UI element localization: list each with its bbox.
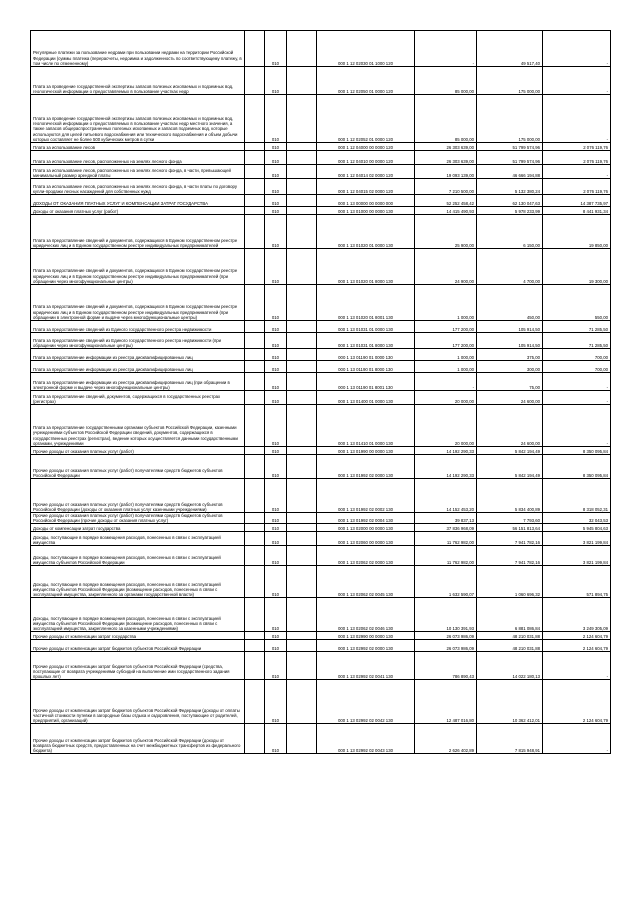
row-budget-code: 000 1 13 01020 01 8001 130	[317, 285, 415, 321]
row-budget-code: 000 1 13 01031 01 0000 130	[317, 321, 415, 333]
row-name: Прочие доходы от компенсации затрат государства	[31, 632, 245, 640]
row-name: ДОХОДЫ ОТ ОКАЗАНИЯ ПЛАТНЫХ УСЛУГ И КОМПЕНСАЦИИ ЗАТРАТ ГОСУДАРСТВА	[31, 195, 245, 207]
row-value-approved: 14 192 290,33	[415, 455, 477, 479]
row-name: Плата за предоставление государственными органами субъектов Российской Федерации, казенными учреждениями субъектов Российской Федерации сведений, документов, содержащихся в государственных реестрах (регистрах), ведение которых осуществляется данными государственными органами, учреждениями	[31, 405, 245, 447]
row-gap	[287, 724, 317, 754]
row-budget-code: 000 1 13 01990 00 0000 130	[317, 447, 415, 455]
row-line-code: 010	[265, 546, 287, 566]
row-name: Плата за предоставление информации из реестра дисквалифицированных лиц	[31, 349, 245, 361]
row-value-approved: 14 152 453,20	[415, 479, 477, 513]
row-line-code: 010	[265, 640, 287, 652]
row-gap	[287, 321, 317, 333]
row-value-executed: 5 978 233,99	[477, 207, 543, 215]
row-value-approved: 10 130 391,93	[415, 598, 477, 632]
row-line-code: 010	[265, 165, 287, 179]
table-row	[31, 215, 611, 249]
row-line-code: 010	[265, 447, 287, 455]
row-gap	[245, 513, 265, 524]
row-gap	[245, 391, 265, 405]
row-line-code: 010	[265, 632, 287, 640]
table-row	[31, 179, 611, 195]
row-budget-code: 000 1 13 02992 02 0043 130	[317, 724, 415, 754]
row-budget-code: 000 1 13 01190 01 8001 130	[317, 373, 415, 391]
row-value-executed: 75,00	[477, 373, 543, 391]
row-gap	[245, 479, 265, 513]
row-value-unexecuted: -	[543, 373, 611, 391]
table-row	[31, 165, 611, 179]
table-row	[31, 724, 611, 754]
row-gap	[245, 95, 265, 143]
row-line-code: 010	[265, 151, 287, 165]
row-line-code: 010	[265, 724, 287, 754]
row-gap	[287, 143, 317, 151]
row-value-approved: 786 890,43	[415, 652, 477, 680]
row-value-executed: 7 941 782,16	[477, 532, 543, 546]
row-gap	[287, 405, 317, 447]
row-name: Плата за проведение государственной экспертизы запасов полезных ископаемых и подземных вод, геологической информации о предоставляемых в пользование участках недр	[31, 67, 245, 95]
row-budget-code: 000 1 13 02992 02 0042 130	[317, 680, 415, 724]
row-value-approved: 25 900,00	[415, 215, 477, 249]
row-gap	[245, 532, 265, 546]
row-gap	[287, 361, 317, 373]
row-gap	[245, 640, 265, 652]
row-gap	[245, 546, 265, 566]
row-line-code: 010	[265, 455, 287, 479]
row-value-approved: 39 837,13	[415, 513, 477, 524]
table-row	[31, 640, 611, 652]
row-value-approved: 26 303 639,00	[415, 151, 477, 165]
table-row	[31, 321, 611, 333]
row-value-unexecuted: 8 318 052,31	[543, 479, 611, 513]
row-value-unexecuted: -	[543, 391, 611, 405]
row-value-approved: 2 626 402,89	[415, 724, 477, 754]
row-value-approved: 11 762 982,00	[415, 532, 477, 546]
row-value-approved: 37 836 968,09	[415, 524, 477, 532]
row-gap	[245, 165, 265, 179]
row-line-code: 010	[265, 532, 287, 546]
row-gap	[287, 165, 317, 179]
row-value-approved: 1 000,00	[415, 349, 477, 361]
row-line-code: 010	[265, 143, 287, 151]
row-value-unexecuted: -	[543, 165, 611, 179]
row-line-code: 010	[265, 652, 287, 680]
row-value-executed: 51 799 574,96	[477, 143, 543, 151]
table-row	[31, 195, 611, 207]
revenue-report-table	[30, 30, 611, 754]
row-value-approved: 14 192 290,33	[415, 447, 477, 455]
row-value-unexecuted: 19 300,00	[543, 249, 611, 285]
row-gap	[245, 349, 265, 361]
row-value-approved: 20 000,00	[415, 391, 477, 405]
row-value-executed: 105 914,50	[477, 333, 543, 349]
row-budget-code: 000 1 13 01992 02 0004 130	[317, 513, 415, 524]
row-value-approved: -	[415, 31, 477, 67]
row-value-unexecuted: 2 076 119,76	[543, 179, 611, 195]
row-gap	[245, 598, 265, 632]
row-line-code: 010	[265, 361, 287, 373]
row-value-approved: 20 000,00	[415, 405, 477, 447]
row-gap	[245, 67, 265, 95]
table-row	[31, 349, 611, 361]
row-line-code: 010	[265, 524, 287, 532]
row-gap	[287, 373, 317, 391]
row-name: Плата за предоставление сведений из Единого государственного реестра недвижимости (при обращении через многофункциональные центры)	[31, 333, 245, 349]
row-value-executed: 48 210 031,88	[477, 640, 543, 652]
table-row	[31, 207, 611, 215]
row-gap	[287, 447, 317, 455]
table-row	[31, 652, 611, 680]
row-budget-code: 000 1 13 01000 00 0000 130	[317, 207, 415, 215]
row-line-code: 010	[265, 479, 287, 513]
row-gap	[245, 179, 265, 195]
row-value-unexecuted: 5 945 804,63	[543, 524, 611, 532]
table-row	[31, 566, 611, 598]
row-name: Плата за предоставление информации из реестра дисквалифицированных лиц (при обращении в электронной форме и выдаче через многофункциональные центры)	[31, 373, 245, 391]
row-gap	[245, 151, 265, 165]
table-row	[31, 632, 611, 640]
row-gap	[287, 249, 317, 285]
table-row	[31, 447, 611, 455]
row-gap	[287, 640, 317, 652]
row-value-executed: 375,00	[477, 349, 543, 361]
row-value-approved: 19 093 139,00	[415, 165, 477, 179]
row-value-approved: 12 487 016,80	[415, 680, 477, 724]
row-gap	[287, 285, 317, 321]
row-name: Прочие доходы от оказания платных услуг (работ)	[31, 447, 245, 455]
row-value-approved: 24 900,00	[415, 249, 477, 285]
row-value-approved: 85 000,00	[415, 95, 477, 143]
row-gap	[245, 447, 265, 455]
row-value-executed: 105 914,50	[477, 321, 543, 333]
row-gap	[287, 151, 317, 165]
row-gap	[245, 373, 265, 391]
row-value-unexecuted: 700,00	[543, 349, 611, 361]
row-value-approved: 1 000,00	[415, 361, 477, 373]
row-value-executed: 5 834 400,89	[477, 479, 543, 513]
row-budget-code: 000 1 13 01190 01 8000 130	[317, 361, 415, 373]
row-gap	[245, 361, 265, 373]
row-name: Прочие доходы от компенсации затрат бюджетов субъектов Российской Федерации	[31, 640, 245, 652]
row-line-code: 010	[265, 566, 287, 598]
row-value-executed: 6 150,00	[477, 215, 543, 249]
row-value-unexecuted: 8 350 095,84	[543, 455, 611, 479]
row-gap	[245, 566, 265, 598]
row-budget-code: 000 1 12 04014 02 0000 120	[317, 165, 415, 179]
table-row	[31, 67, 611, 95]
row-gap	[245, 207, 265, 215]
row-name: Прочие доходы от компенсации затрат бюджетов субъектов Российской Федерации (средства, поступающие от возврата учреждениями субсидий на выполнение ими государственного задания прошлых лет)	[31, 652, 245, 680]
row-value-unexecuted: 71 285,50	[543, 321, 611, 333]
row-gap	[245, 405, 265, 447]
row-line-code: 010	[265, 179, 287, 195]
row-gap	[245, 321, 265, 333]
row-value-executed: 7 815 948,91	[477, 724, 543, 754]
row-gap	[245, 249, 265, 285]
row-budget-code: 000 1 13 02990 00 0000 130	[317, 632, 415, 640]
row-value-approved: 85 000,00	[415, 67, 477, 95]
row-value-approved: 7 210 500,00	[415, 179, 477, 195]
table-row	[31, 95, 611, 143]
row-value-unexecuted: -	[543, 724, 611, 754]
row-value-approved: 14 415 490,93	[415, 207, 477, 215]
row-name: Плата за предоставление сведений и документов, содержащихся в Едином государственном реестре юридических лиц и в Едином государственном реестре индивидуальных предпринимателей (при обращении в электронной форме и выдаче через многофункциональные центры)	[31, 285, 245, 321]
row-budget-code: 000 1 13 01031 01 8000 130	[317, 333, 415, 349]
row-value-approved: -	[415, 373, 477, 391]
row-value-approved: 26 073 986,09	[415, 640, 477, 652]
row-value-executed: 175 000,00	[477, 67, 543, 95]
row-name: Регулярные платежи за пользование недрами при пользовании недрами на территории Российской Федерации (суммы платежа (перерасчеты, недоимка и задолженность по соответствующему платежу, в том числе по отмененному)	[31, 31, 245, 67]
row-value-unexecuted: 8 441 931,34	[543, 207, 611, 215]
row-name: Плата за использование лесов	[31, 143, 245, 151]
row-name: Плата за использование лесов, расположенных на землях лесного фонда, в части платы по договору купли-продажи лесных насаждений для собственных нужд	[31, 179, 245, 195]
row-value-approved: 177 200,00	[415, 333, 477, 349]
row-line-code: 010	[265, 598, 287, 632]
row-budget-code: 000 1 13 02062 02 0046 130	[317, 598, 415, 632]
row-budget-code: 000 1 13 01190 01 0000 130	[317, 349, 415, 361]
row-budget-code: 000 1 13 02062 02 0000 130	[317, 546, 415, 566]
row-gap	[287, 67, 317, 95]
row-value-unexecuted: 3 821 199,84	[543, 546, 611, 566]
row-value-approved: 26 303 639,00	[415, 143, 477, 151]
row-gap	[245, 143, 265, 151]
table-row	[31, 285, 611, 321]
row-budget-code: 000 1 12 04015 02 0000 120	[317, 179, 415, 195]
row-name: Прочие доходы от оказания платных услуг (работ) получателями средств бюджетов субъектов Российской Федерации (доходы от оказания платных услуг казенными учреждениями)	[31, 479, 245, 513]
row-gap	[287, 680, 317, 724]
row-name: Прочие доходы от оказания платных услуг (работ) получателями средств бюджетов субъектов Российской Федерации (прочие доходы от оказания платных услуг)	[31, 513, 245, 524]
table-row	[31, 405, 611, 447]
row-gap	[287, 31, 317, 67]
table-row	[31, 249, 611, 285]
table-row	[31, 333, 611, 349]
row-value-executed: 10 362 412,01	[477, 680, 543, 724]
row-name: Доходы, поступающие в порядке возмещения расходов, понесенных в связи с эксплуатацией имущества субъектов Российской Федерации	[31, 546, 245, 566]
row-value-unexecuted: 8 350 095,84	[543, 447, 611, 455]
row-name: Доходы, поступающие в порядке возмещения расходов, понесенных в связи с эксплуатацией имущества	[31, 532, 245, 546]
row-value-unexecuted: 71 285,50	[543, 333, 611, 349]
row-budget-code: 000 1 13 01992 02 0000 130	[317, 455, 415, 479]
row-name: Плата за предоставление информации из реестра дисквалифицированных лиц	[31, 361, 245, 373]
row-value-executed: 7 793,60	[477, 513, 543, 524]
row-gap	[287, 632, 317, 640]
row-value-executed: 51 799 574,96	[477, 151, 543, 165]
row-budget-code: 000 1 13 00000 00 0000 000	[317, 195, 415, 207]
row-line-code: 010	[265, 405, 287, 447]
row-budget-code: 000 1 13 02992 02 0000 130	[317, 640, 415, 652]
row-value-executed: 1 060 696,32	[477, 566, 543, 598]
row-value-executed: 5 842 194,49	[477, 447, 543, 455]
row-value-unexecuted: 550,00	[543, 285, 611, 321]
table-row	[31, 391, 611, 405]
row-gap	[245, 455, 265, 479]
row-line-code: 010	[265, 513, 287, 524]
row-gap	[287, 532, 317, 546]
row-value-executed: 14 022 180,13	[477, 652, 543, 680]
row-value-executed: 300,00	[477, 361, 543, 373]
row-value-executed: 5 132 380,24	[477, 179, 543, 195]
row-gap	[245, 724, 265, 754]
row-value-unexecuted: 571 894,75	[543, 566, 611, 598]
row-line-code: 010	[265, 349, 287, 361]
row-value-executed: 5 842 194,49	[477, 455, 543, 479]
row-value-executed: 48 210 031,88	[477, 632, 543, 640]
row-line-code: 010	[265, 67, 287, 95]
row-budget-code: 000 1 13 02992 02 0041 130	[317, 652, 415, 680]
row-gap	[287, 524, 317, 532]
row-line-code: 010	[265, 31, 287, 67]
row-gap	[287, 566, 317, 598]
row-gap	[287, 479, 317, 513]
row-budget-code: 000 1 13 02062 02 0045 130	[317, 566, 415, 598]
table-row	[31, 532, 611, 546]
table-row	[31, 680, 611, 724]
row-budget-code: 000 1 13 01020 01 8000 130	[317, 249, 415, 285]
row-name: Доходы от оказания платных услуг (работ)	[31, 207, 245, 215]
row-gap	[287, 391, 317, 405]
table-row	[31, 479, 611, 513]
row-line-code: 010	[265, 249, 287, 285]
table-row	[31, 524, 611, 532]
row-value-executed: 56 151 813,64	[477, 524, 543, 532]
row-name: Плата за предоставление сведений из Единого государственного реестра недвижимости	[31, 321, 245, 333]
table-row	[31, 151, 611, 165]
row-budget-code: 000 1 13 01400 01 0000 130	[317, 391, 415, 405]
row-value-approved: 11 762 982,00	[415, 546, 477, 566]
row-name: Прочие доходы от компенсации затрат бюджетов субъектов Российской Федерации (доходы от возврата бюджетных средств, предоставленных на счет межбюджетных трансфертов из федерального бюджета)	[31, 724, 245, 754]
row-name: Плата за предоставление сведений и документов, содержащихся в Едином государственном реестре юридических лиц и в Едином государственном реестре индивидуальных предпринимателей	[31, 215, 245, 249]
row-budget-code: 000 1 12 02030 01 1000 120	[317, 31, 415, 67]
table-row	[31, 546, 611, 566]
row-value-executed: 7 941 782,16	[477, 546, 543, 566]
row-value-unexecuted: -	[543, 652, 611, 680]
row-value-executed: 62 130 047,63	[477, 195, 543, 207]
row-line-code: 010	[265, 215, 287, 249]
row-name: Плата за использование лесов, расположенных на землях лесного фонда	[31, 151, 245, 165]
row-value-unexecuted: 2 124 604,79	[543, 632, 611, 640]
row-value-executed: 49 517,40	[477, 31, 543, 67]
row-value-unexecuted: -	[543, 31, 611, 67]
row-gap	[245, 285, 265, 321]
row-name: Плата за проведение государственной экспертизы запасов полезных ископаемых и подземных вод, геологической информации о предоставляемых в пользование участках недр местного значения, а также запасов общераспространенных полезных ископаемых и запасов подземных вод, которые используются для целей питьевого водоснабжения или технического водоснабжения и объем добычи которых составляет не более 500 кубических метров в сутки	[31, 95, 245, 143]
row-line-code: 010	[265, 195, 287, 207]
row-name: Доходы, поступающие в порядке возмещения расходов, понесенных в связи с эксплуатацией имущества субъектов Российской Федерации (возмещение расходов, понесенных в связи с эксплуатацией имущества, закрепленного за казенными учреждениями)	[31, 598, 245, 632]
row-gap	[287, 455, 317, 479]
row-name: Прочие доходы от компенсации затрат бюджетов субъектов Российской Федерации (доходы от оплаты частичной стоимости путевки в загородные базы отдыха и оздоровления, поступающие от родителей, предприятий, организаций)	[31, 680, 245, 724]
row-value-unexecuted: 3 249 305,09	[543, 598, 611, 632]
row-value-unexecuted: 2 076 119,76	[543, 143, 611, 151]
row-gap	[245, 333, 265, 349]
table-row	[31, 361, 611, 373]
row-value-unexecuted: 19 850,00	[543, 215, 611, 249]
row-value-executed: 175 000,00	[477, 95, 543, 143]
row-budget-code: 000 1 12 04000 00 0000 120	[317, 143, 415, 151]
row-budget-code: 000 1 13 02000 00 0000 130	[317, 524, 415, 532]
row-line-code: 010	[265, 333, 287, 349]
row-value-executed: 6 881 086,84	[477, 598, 543, 632]
row-name: Плата за предоставление сведений и документов, содержащихся в Едином государственном реестре юридических лиц и в Едином государственном реестре индивидуальных предпринимателей (при обращении через многофункциональные центры)	[31, 249, 245, 285]
row-budget-code: 000 1 13 01020 01 0000 130	[317, 215, 415, 249]
row-value-executed: 46 666 194,88	[477, 165, 543, 179]
row-name: Прочие доходы от оказания платных услуг (работ) получателями средств бюджетов субъектов Российской Федерации	[31, 455, 245, 479]
row-line-code: 010	[265, 391, 287, 405]
row-value-unexecuted: 2 124 604,79	[543, 640, 611, 652]
row-line-code: 010	[265, 321, 287, 333]
row-value-approved: 26 073 986,09	[415, 632, 477, 640]
row-line-code: 010	[265, 207, 287, 215]
row-value-approved: 1 000,00	[415, 285, 477, 321]
row-gap	[287, 349, 317, 361]
row-gap	[287, 195, 317, 207]
row-value-approved: 1 632 590,07	[415, 566, 477, 598]
row-gap	[245, 215, 265, 249]
row-gap	[245, 652, 265, 680]
row-line-code: 010	[265, 285, 287, 321]
table-row	[31, 143, 611, 151]
row-budget-code: 000 1 13 02060 00 0000 130	[317, 532, 415, 546]
table-row	[31, 513, 611, 524]
row-line-code: 010	[265, 373, 287, 391]
table-row	[31, 373, 611, 391]
row-budget-code: 000 1 13 01410 01 0000 130	[317, 405, 415, 447]
row-gap	[287, 207, 317, 215]
row-name: Плата за использование лесов, расположенных на землях лесного фонда, в части, превышающей минимальный размер арендной платы	[31, 165, 245, 179]
table-row	[31, 598, 611, 632]
row-value-executed: 24 600,00	[477, 391, 543, 405]
row-gap	[245, 680, 265, 724]
row-name: Плата за предоставление сведений, документов, содержащихся в государственных реестрах (регистрах)	[31, 391, 245, 405]
row-value-unexecuted: 2 076 119,76	[543, 151, 611, 165]
row-gap	[287, 215, 317, 249]
row-gap	[245, 31, 265, 67]
row-value-unexecuted: -	[543, 95, 611, 143]
row-line-code: 010	[265, 95, 287, 143]
row-value-unexecuted: 14 387 735,97	[543, 195, 611, 207]
row-line-code: 010	[265, 680, 287, 724]
row-value-unexecuted: 2 124 604,79	[543, 680, 611, 724]
row-budget-code: 000 1 12 04010 00 0000 120	[317, 151, 415, 165]
row-value-executed: 4 700,00	[477, 249, 543, 285]
row-value-approved: 52 252 458,42	[415, 195, 477, 207]
row-gap	[287, 652, 317, 680]
row-gap	[287, 546, 317, 566]
row-gap	[245, 195, 265, 207]
row-name: Доходы от компенсации затрат государства	[31, 524, 245, 532]
row-gap	[287, 598, 317, 632]
row-budget-code: 000 1 12 02052 01 0000 120	[317, 95, 415, 143]
row-budget-code: 000 1 12 02050 01 0000 120	[317, 67, 415, 95]
table-row	[31, 31, 611, 67]
row-name: Доходы, поступающие в порядке возмещения расходов, понесенных в связи с эксплуатацией имущества субъектов Российской Федерации (возмещение расходов, понесенных в связи с эксплуатацией имущества, закрепленного за органами государственной власти)	[31, 566, 245, 598]
row-value-unexecuted: 3 821 199,84	[543, 532, 611, 546]
row-value-unexecuted: 700,00	[543, 361, 611, 373]
row-gap	[287, 179, 317, 195]
report-rows	[31, 31, 611, 754]
row-gap	[287, 333, 317, 349]
row-budget-code: 000 1 13 01992 02 0002 130	[317, 479, 415, 513]
row-value-unexecuted: 32 043,53	[543, 513, 611, 524]
row-gap	[287, 95, 317, 143]
row-value-unexecuted: -	[543, 67, 611, 95]
row-value-approved: 177 200,00	[415, 321, 477, 333]
row-gap	[245, 632, 265, 640]
row-value-unexecuted: -	[543, 405, 611, 447]
row-gap	[287, 513, 317, 524]
row-value-executed: 450,00	[477, 285, 543, 321]
row-gap	[245, 524, 265, 532]
row-value-executed: 24 600,00	[477, 405, 543, 447]
table-row	[31, 455, 611, 479]
